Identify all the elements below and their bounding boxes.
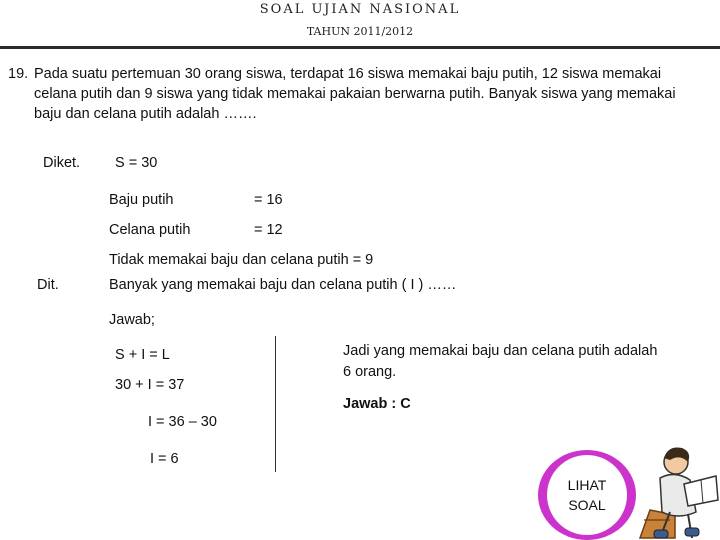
work-step4: I = 6	[150, 451, 179, 467]
work-step3: I = 36 – 30	[148, 414, 217, 430]
known-label: Diket.	[43, 155, 81, 171]
question-number: 19.	[8, 66, 29, 82]
known-pants-label: Celana putih	[109, 222, 191, 238]
lihat-soal-button[interactable]	[538, 450, 636, 540]
work-label: Jawab;	[109, 312, 155, 328]
work-divider	[275, 336, 276, 472]
header-title: SOAL UJIAN NASIONAL	[259, 2, 461, 17]
student-reading-illustration	[630, 440, 720, 540]
asked-line2: Banyak yang memakai baju dan celana putih ( I ) ……	[109, 277, 457, 293]
lihat-soal-line2: SOAL	[568, 497, 606, 513]
work-step1: S + I = L	[115, 347, 170, 363]
lihat-soal-button-face[interactable]	[547, 455, 627, 535]
question-text: Pada suatu pertemuan 30 orang siswa, terdapat 16 siswa memakai baju putih, 12 siswa memakai celana putih dan 9 siswa yang tidak memakai pakaian berwarna putih. Banyak siswa yang memakai baju dan celana putih adalah …….	[34, 66, 676, 122]
lihat-soal-line1: LIHAT	[567, 477, 607, 493]
known-shirt-label: Baju putih	[109, 192, 174, 208]
asked-label: Dit.	[37, 277, 59, 293]
question	[8, 64, 698, 124]
work-step2: 30 + I = 37	[115, 377, 185, 393]
known-s: S = 30	[115, 155, 158, 171]
header-divider	[0, 46, 720, 49]
asked-line1: Tidak memakai baju dan celana putih = 9	[109, 252, 374, 268]
answer-conclusion: Jadi yang memakai baju dan celana putih adalah 6 orang.	[343, 343, 658, 380]
known-shirt-value: = 16	[254, 192, 283, 208]
answer-choice: Jawab : C	[343, 396, 411, 412]
header-year: TAHUN 2011/2012	[306, 25, 414, 38]
known-pants-value: = 12	[254, 222, 283, 238]
